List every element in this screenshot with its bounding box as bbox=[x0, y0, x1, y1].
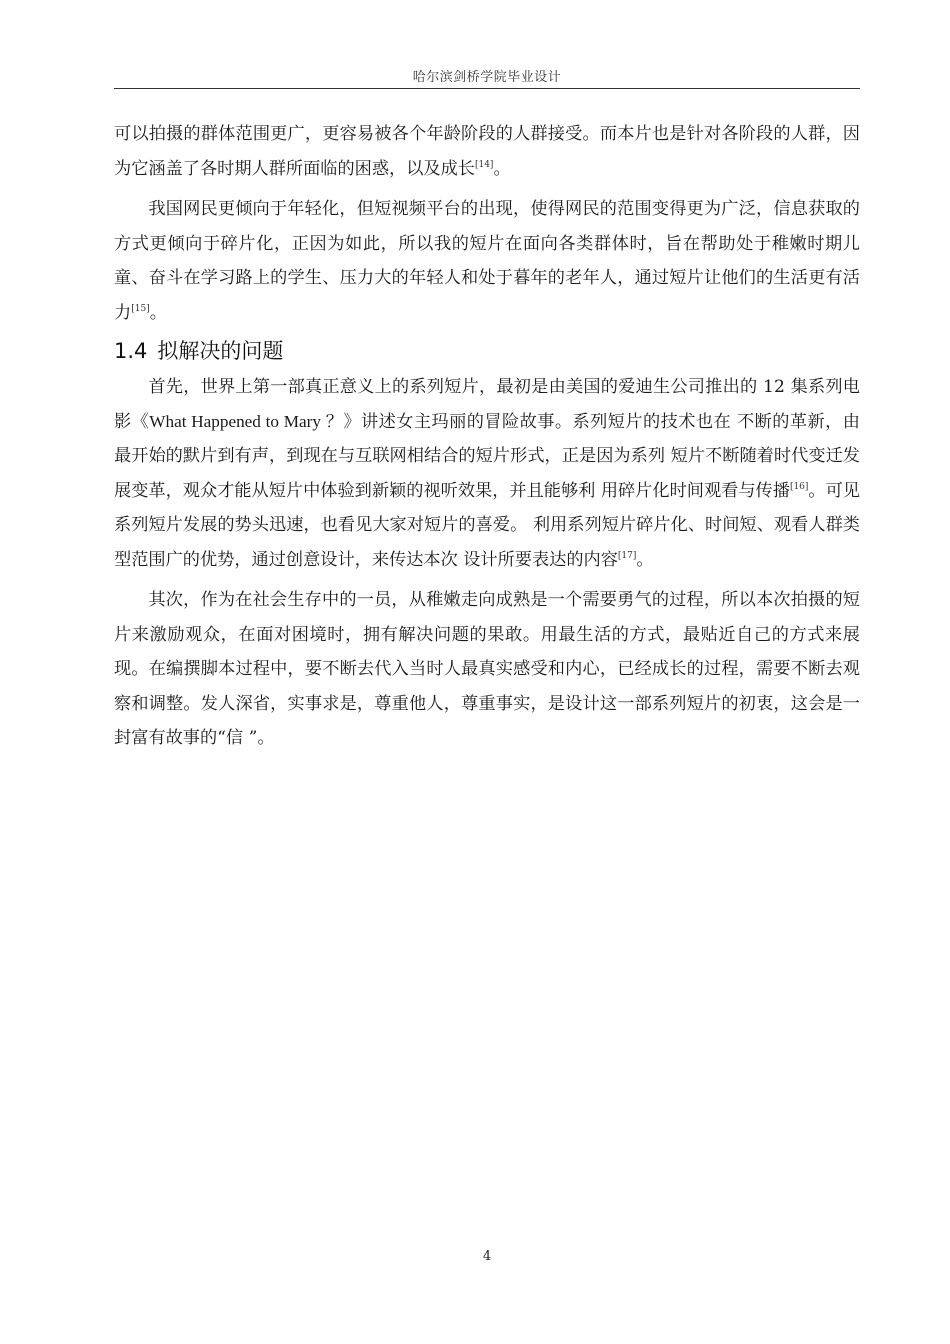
film-title: What Happened to Mary ？ bbox=[149, 411, 344, 431]
paragraph-3-text-a: 首先，世界上第一部真正意义上的系列短片，最初是由美国的爱迪生公司推出的 12 集系列电影《 bbox=[114, 377, 860, 432]
citation-16: [16] bbox=[789, 481, 809, 492]
paragraph-4-text: 其次，作为在社会生存中的一员，从稚嫩走向成熟是一个需要勇气的过程，所以本次拍摄的短片来激励观众，在面对困境时，拥有解决问题的果敢。用最生活的方式，最贴近自己的方式来展现。在编撰脚本过程中，要不断去代入当时人最真实感受和内心，已经成长的过程，需要不断去观察和调整。发人深省，实事求是，尊重他人，尊重事实，是设计这一部系列短片的初衷，这会是一封富有故事的“信 ”。 bbox=[114, 590, 860, 748]
paragraph-2-end: 。 bbox=[149, 302, 167, 323]
paragraph-3-end: 。 bbox=[636, 549, 654, 570]
section-title: 拟解决的问题 bbox=[157, 339, 284, 363]
paragraph-4 bbox=[114, 583, 860, 756]
paragraph-1 bbox=[114, 117, 860, 186]
paragraph-3-text-b: 》讲述女主玛丽的冒险故事。系列短片的技术也在 不断的革新，由最开始的默片到有声，到现在与互联网相结合的短片形式，正是因为系列 短片不断随着时代变迁发展变革，观众才能从短片中体验到新颖的视听效果，并且能够利 用碎片化时间观看与传播 bbox=[114, 411, 860, 501]
header-divider bbox=[114, 88, 860, 89]
paragraph-2-text: 我国网民更倾向于年轻化，但短视频平台的出现，使得网民的范围变得更为广泛，信息获取的方式更倾向于碎片化，正因为如此，所以我的短片在面向各类群体时，旨在帮助处于稚嫩时期儿童、奋斗在学习路上的学生、压力大的年轻人和处于暮年的老年人，通过短片让他们的生活更有活力 bbox=[114, 199, 860, 323]
section-number: 1.4 bbox=[114, 339, 148, 363]
paragraph-2 bbox=[114, 192, 860, 330]
section-heading bbox=[114, 336, 860, 366]
citation-14: [14] bbox=[474, 159, 494, 170]
paragraph-3 bbox=[114, 370, 860, 577]
citation-17: [17] bbox=[617, 550, 637, 561]
paragraph-1-text: 可以拍摄的群体范围更广，更容易被各个年龄阶段的人群接受。而本片也是针对各阶段的人群，因为它涵盖了各时期人群所面临的困惑，以及成长 bbox=[114, 124, 860, 179]
document-body bbox=[114, 117, 860, 762]
page-header-title: 哈尔滨剑桥学院毕业设计 bbox=[412, 70, 562, 85]
paragraph-1-end: 。 bbox=[493, 158, 511, 179]
citation-15: [15] bbox=[131, 303, 150, 314]
paragraph-3-text-c: 。可见系列短片发展的势头迅速，也看见大家对短片的喜爱。 利用系列短片碎片化、时间短、观看人群类型范围广的优势，通过创意设计，来传达本次 设计所要表达的内容 bbox=[114, 480, 860, 570]
page-number: 4 bbox=[482, 1249, 492, 1264]
